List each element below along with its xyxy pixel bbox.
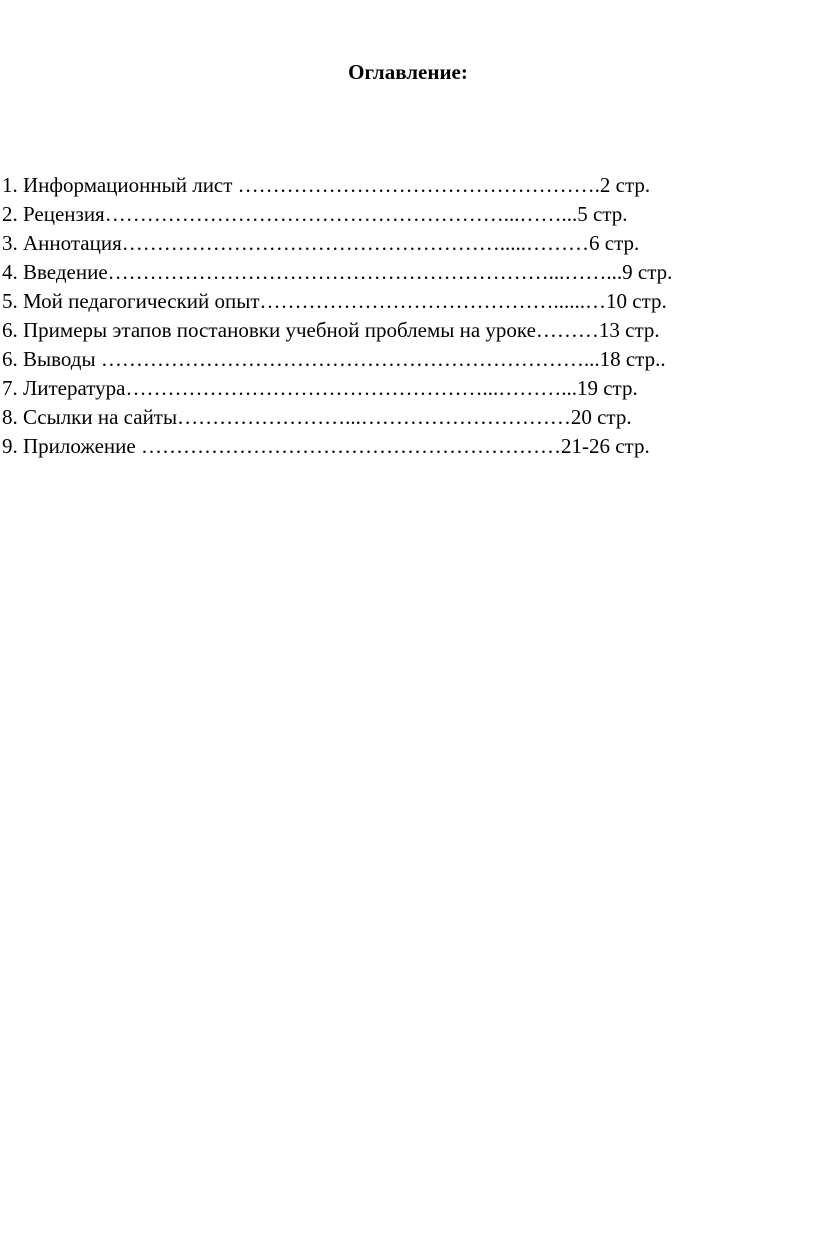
table-of-contents [2, 171, 672, 461]
toc-item-1: 1. Информационный лист …………………………………………….2 стр. [2, 173, 651, 197]
toc-item-10: 9. Приложение ……………………………………………………21-26 стр. [2, 434, 650, 458]
toc-item-3: 3. Аннотация……………………………………………….....………6 стр. [2, 231, 640, 255]
toc-item-4: 4. Введение………………………………………………………...……...9 стр. [2, 260, 673, 284]
toc-item-2: 2. Рецензия…………………………………………………...……...5 стр. [2, 202, 628, 226]
page-title: Оглавление: [348, 60, 468, 84]
toc-item-9: 8. Ссылки на сайты……………………...…………………………20 стр. [2, 405, 632, 429]
toc-item-5: 5. Мой педагогический опыт……………………………………......…10 стр. [2, 289, 667, 313]
toc-item-7: 6. Выводы ……………………………………………………………...18 стр.. [2, 347, 666, 371]
toc-item-8: 7. Литература……………………………………………...………...19 стр. [2, 376, 638, 400]
toc-item-6: 6. Примеры этапов постановки учебной проблемы на уроке………13 стр. [2, 318, 660, 342]
